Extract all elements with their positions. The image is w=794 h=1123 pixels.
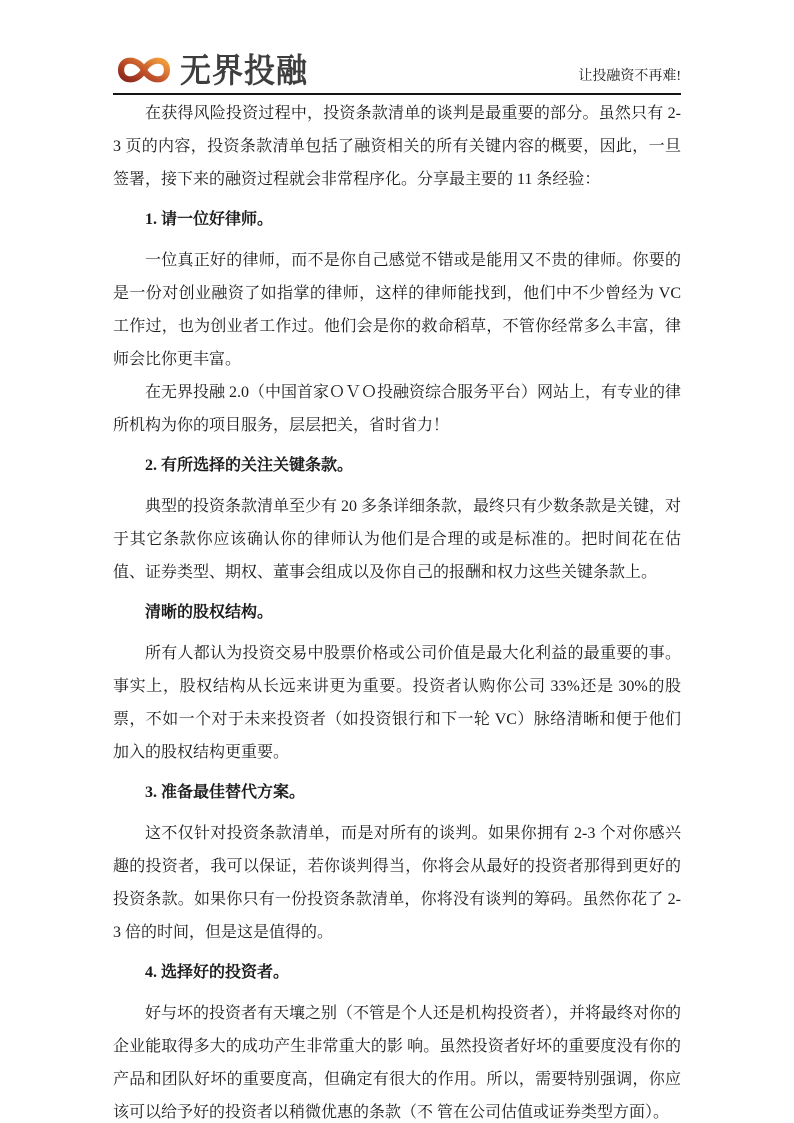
section-4-paragraph: 好与坏的投资者有天壤之别（不管是个人还是机构投资者），并将最终对你的企业能取得多大的成功产生非常重大的影 响。虽然投资者好坏的重要度没有你的产品和团队好坏的重要度高，但确定有很大的作用。所以，需要特别强调，你应该可以给予好的投资者以稍微优惠的条款（不 管在公司估值或证券类型方面）。 — [113, 1005, 682, 1121]
company-logo — [113, 50, 308, 90]
equity-structure-paragraph: 所有人都认为投资交易中股票价格或公司价值是最大化利益的最重要的事。事实上，股权结构从长远来讲更为重要。投资者认购你公司 33%还是 30%的股票，不如一个对于未来投资者（如投资银行和下一轮 VC）脉络清晰和便于他们加入的股权结构更重要。 — [113, 645, 681, 761]
section-2-heading: 2. 有所选择的关注关键条款。 — [145, 457, 354, 474]
section-1-heading: 1. 请一位好律师。 — [145, 211, 274, 228]
document-body — [113, 97, 681, 1123]
page-header — [113, 40, 681, 90]
header-divider — [113, 93, 681, 95]
intro-paragraph: 在获得风险投资过程中，投资条款清单的谈判是最重要的部分。虽然只有 2-3 页的内容，投资条款清单包括了融资相关的所有关键内容的概要，因此，一旦签署，接下来的融资过程就会非常程序化。分享最主要的 11 条经验： — [113, 105, 681, 188]
logo-wordmark: 无界投融 — [180, 51, 308, 89]
section-3-heading: 3. 准备最佳替代方案。 — [145, 784, 306, 801]
infinity-logo-icon — [113, 50, 175, 90]
section-2-paragraph: 典型的投资条款清单至少有 20 多条详细条款，最终只有少数条款是关键，对于其它条款你应该确认你的律师认为他们是合理的或是标准的。把时间花在估值、证券类型、期权、董事会组成以及你自己的报酬和权力这些关键条款上。 — [113, 498, 682, 581]
section-1-paragraph: 一位真正好的律师，而不是你自己感觉不错或是能用又不贵的律师。你要的是一份对创业融资了如指掌的律师，这样的律师能找到，他们中不少曾经为 VC 工作过，也为创业者工作过。他们会是你的救命稻草，不管你经常多么丰富，律师会比你更丰富。 — [113, 252, 681, 368]
equity-structure-heading: 清晰的股权结构。 — [145, 604, 274, 621]
header-tagline: 让投融资不再难! — [578, 69, 681, 84]
section-4-heading: 4. 选择好的投资者。 — [145, 964, 290, 981]
section-1-paragraph-2: 在无界投融 2.0（中国首家ＯＶＯ投融资综合服务平台）网站上，有专业的律所机构为你的项目服务，层层把关，省时省力！ — [113, 384, 682, 434]
section-3-paragraph: 这不仅针对投资条款清单，而是对所有的谈判。如果你拥有 2-3 个对你感兴趣的投资者，我可以保证，若你谈判得当，你将会从最好的投资者那得到更好的投资条款。如果你只有一份投资条款清单，你将没有谈判的筹码。虽然你花了 2-3 倍的时间，但是这是值得的。 — [113, 825, 681, 941]
